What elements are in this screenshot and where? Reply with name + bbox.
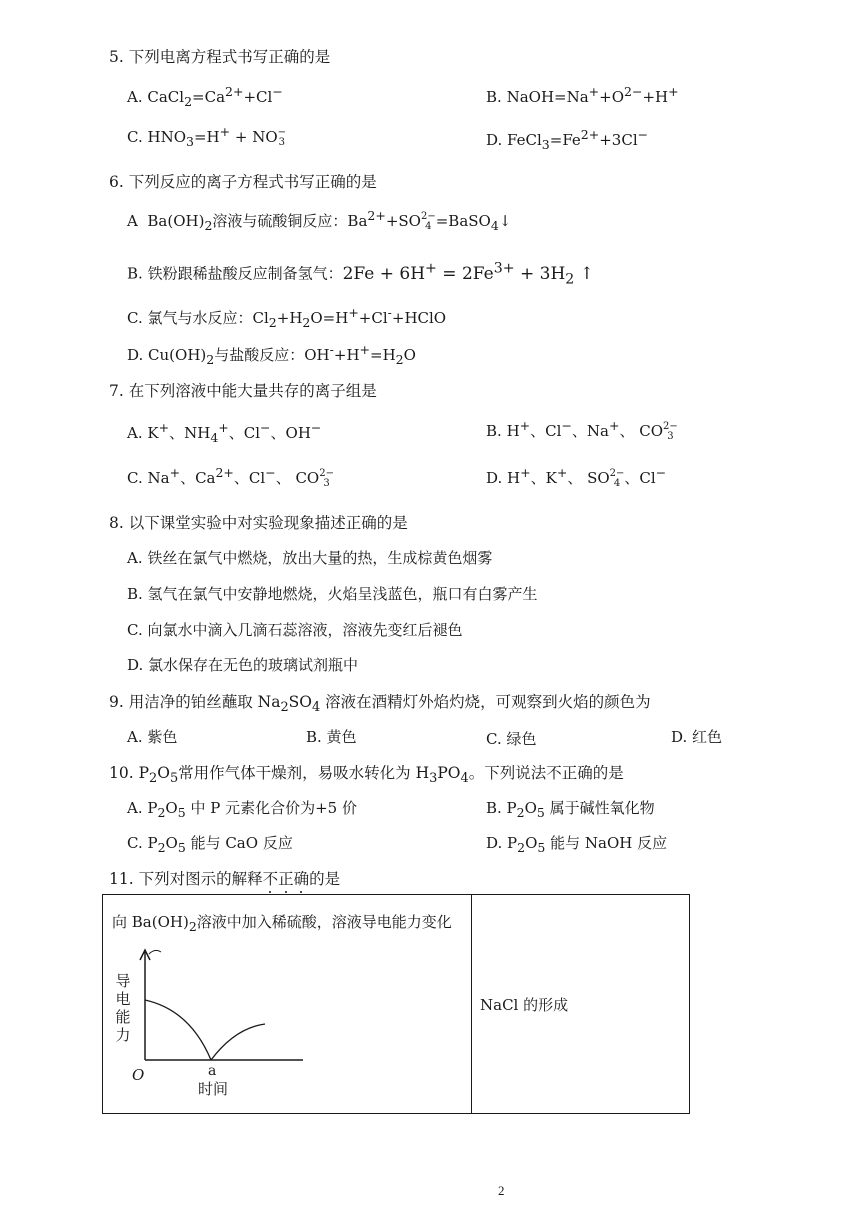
q11-left-title: 向 $Ba(OH)_2$溶液中加入稀硫酸，溶液导电能力变化	[112, 913, 452, 934]
q10-option-d: D. $P_2O_5$ 能与 NaOH 反应	[486, 834, 668, 855]
q5-stem: 5. 下列电离方程式书写正确的是	[109, 48, 331, 66]
y-axis-label: 导电能力	[115, 972, 131, 1044]
q10-stem: 10. $P_2O_5$常用作气体干燥剂，易吸水转化为 $H_3PO_4$。下列说法不正确的是	[109, 764, 624, 787]
q6-option-d: D. $Cu(OH)_2$与盐酸反应：$OH^-+H^+=H_2O$	[127, 342, 416, 367]
q8-option-c: C. 向氯水中滴入几滴石蕊溶液，溶液先变红后褪色	[127, 621, 463, 639]
origin-label: O	[132, 1066, 145, 1084]
q9-option-a: A. 紫色	[127, 728, 178, 746]
q9-option-b: B. 黄色	[306, 728, 357, 746]
axis-mark	[149, 950, 161, 954]
q9-option-d: D. 红色	[671, 728, 723, 746]
q8-option-a: A. 铁丝在氯气中燃烧，放出大量的热，生成棕黄色烟雾	[127, 549, 493, 567]
q7-stem: 7. 在下列溶液中能大量共存的离子组是	[109, 382, 377, 400]
q5-option-c: C. $HNO_3=H^+$ + NO − 3	[127, 124, 287, 149]
point-a-label: a	[208, 1063, 217, 1079]
q6-option-b: B. 铁粉跟稀盐酸反应制备氢气：$2Fe + 6H^+ = 2Fe^{3+} + 3H_2$ ↑	[127, 260, 594, 288]
q7-option-b: B. H+、Cl−、Na+、 CO 2− 3	[486, 418, 678, 442]
q5-option-b: B. $NaOH=Na^++O^{2-}+H^+$	[486, 84, 679, 106]
conductivity-curve-ascending	[211, 1024, 265, 1060]
x-axis-label: 时间	[198, 1080, 229, 1098]
q7-option-a: A. K+、$NH_4^+$、Cl−、OH−	[127, 420, 322, 445]
q8-option-b: B. 氢气在氯气中安静地燃烧，火焰呈浅蓝色，瓶口有白雾产生	[127, 585, 538, 603]
q8-option-d: D. 氯水保存在无色的玻璃试剂瓶中	[127, 656, 359, 674]
q7-option-d: D. H+、K+、 SO 2− 4 、Cl−	[486, 465, 667, 489]
q11-table-divider	[471, 894, 472, 1114]
q7-option-c: C. Na+、$Ca^{2+}$、Cl−、 CO 2− 3	[127, 465, 334, 489]
q10-option-c: C. $P_2O_5$ 能与 CaO 反应	[127, 834, 293, 855]
q6-stem: 6. 下列反应的离子方程式书写正确的是	[109, 173, 377, 191]
q5-option-d: D. $FeCl_3=Fe^{2+}+3Cl^-$	[486, 127, 649, 152]
conductivity-curve-descending	[145, 1000, 211, 1060]
q8-stem: 8. 以下课堂实验中对实验现象描述正确的是	[109, 514, 408, 532]
q10-option-b: B. $P_2O_5$ 属于碱性氧化物	[486, 799, 655, 820]
q6-option-c: C. 氯气与水反应：$Cl_2+H_2O=H^++Cl^-+HClO$	[127, 305, 447, 330]
q5-option-a: A. $CaCl_2=Ca^{2+}+Cl^-$	[127, 84, 283, 109]
q6-option-a: A $Ba(OH)_2$溶液与硫酸铜反应：$Ba^{2+}+SO$ 2− 4 =BaSO$_4$↓	[127, 208, 512, 233]
q9-option-c: C. 绿色	[486, 730, 537, 748]
q9-stem: 9. 用洁净的铂丝蘸取 $Na_2SO_4$ 溶液在酒精灯外焰灼烧，可观察到火焰的颜色为	[109, 693, 651, 716]
page-number: 2	[498, 1183, 505, 1198]
q11-stem: 11. 下列对图示的解释不正确的是	[109, 870, 341, 888]
q11-right-text: NaCl 的形成	[480, 996, 569, 1014]
q10-option-a: A. $P_2O_5$ 中 P 元素化合价为+5 价	[127, 799, 357, 820]
